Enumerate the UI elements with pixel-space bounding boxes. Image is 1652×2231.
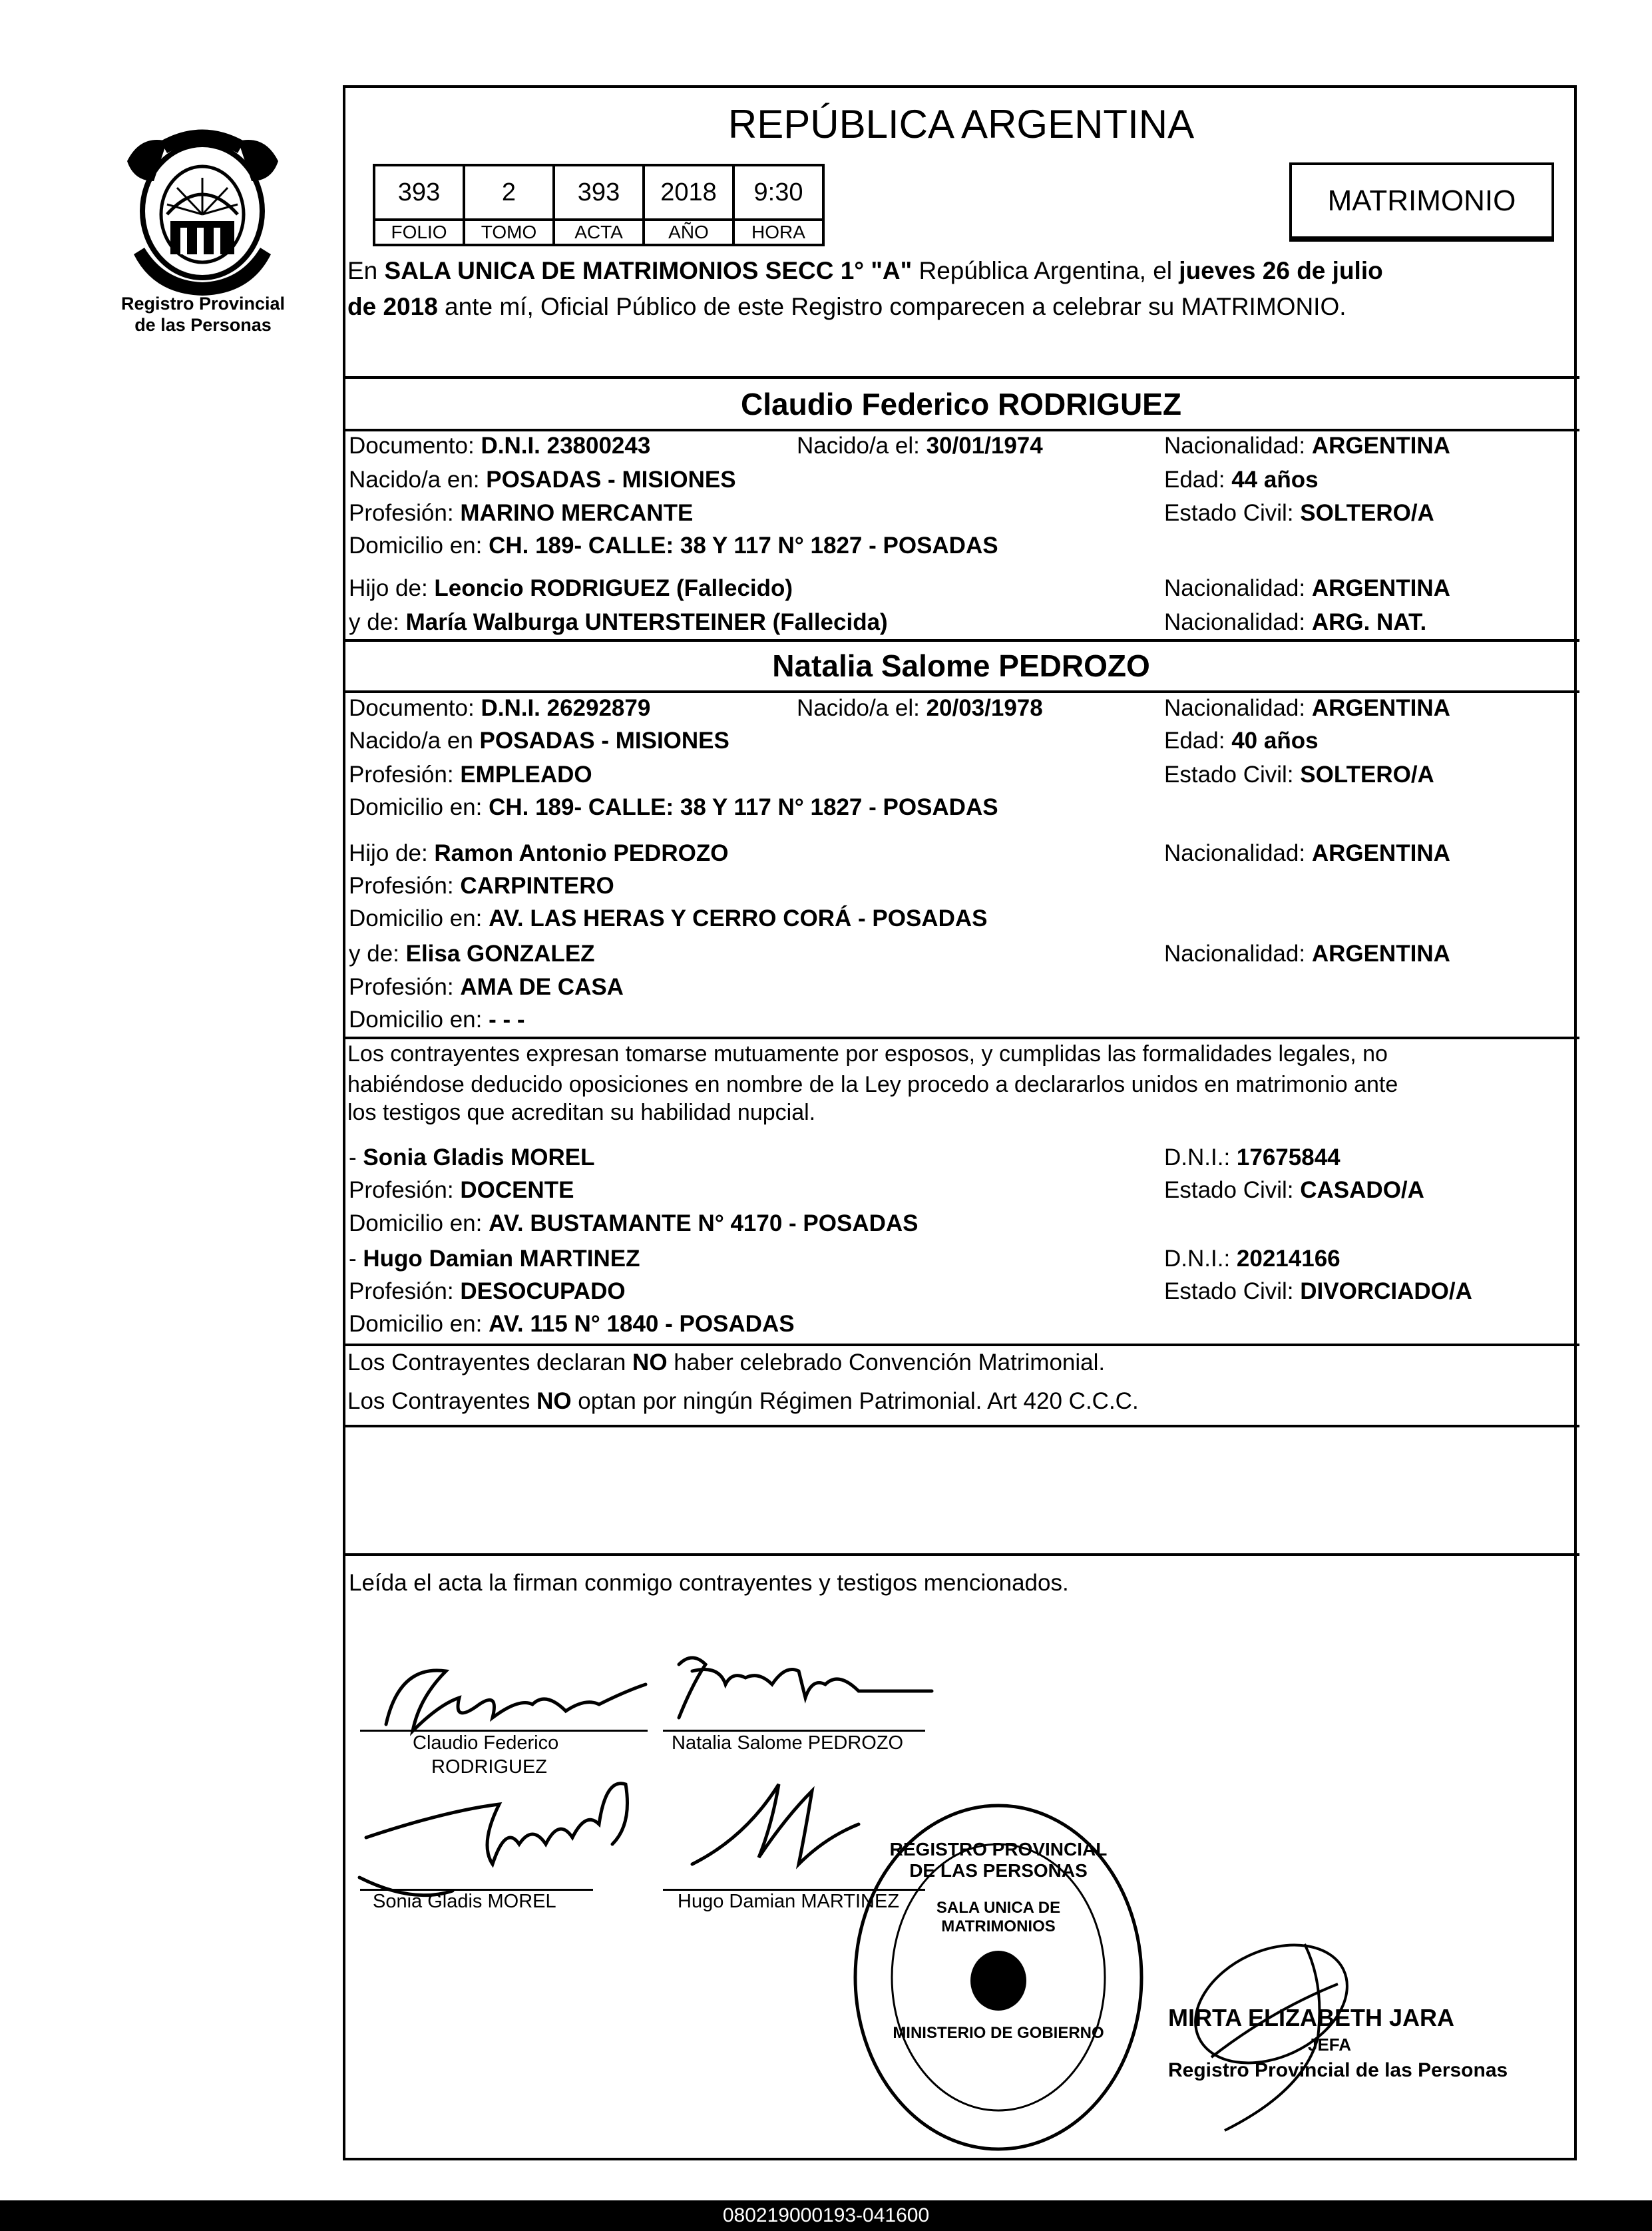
signature-claudio	[386, 1670, 646, 1731]
spouse1-father: Hijo de: Leoncio RODRIGUEZ (Fallecido)	[349, 575, 793, 601]
witness2-name: - Hugo Damian MARTINEZ	[349, 1246, 640, 1272]
witness2-dni: D.N.I.: 20214166	[1164, 1246, 1341, 1272]
spouse1-civil-status: Estado Civil: SOLTERO/A	[1164, 500, 1434, 526]
spouse2-mother: y de: Elisa GONZALEZ	[349, 941, 595, 967]
spouse1-nationality: Nacionalidad: ARGENTINA	[1164, 433, 1450, 459]
declaration-line: habiéndose deducido oposiciones en nombre de la Ley procedo a declararlos unidos en matrimonio ante	[347, 1072, 1398, 1097]
provincial-coat-of-arms-logo	[114, 121, 292, 301]
spouse1-name: Claudio Federico RODRIGUEZ	[741, 387, 1181, 421]
divider	[343, 1553, 1579, 1556]
declaration-line: los testigos que acreditan su habilidad nupcial.	[347, 1100, 816, 1125]
spouse2-father: Hijo de: Ramon Antonio PEDROZO	[349, 840, 729, 866]
spouse2-birthdate: Nacido/a el: 20/03/1978	[797, 695, 1043, 721]
official-name-block	[1168, 2004, 1508, 2082]
spouse1-birthdate: Nacido/a el: 30/01/1974	[797, 433, 1043, 459]
signature-label-natalia: Natalia Salome PEDROZO	[672, 1732, 904, 1754]
footer-document-code: 080219000193-041600	[0, 2200, 1652, 2231]
divider	[343, 639, 1579, 642]
witness1-profession: Profesión: DOCENTE	[349, 1177, 574, 1203]
witness1-name: - Sonia Gladis MOREL	[349, 1144, 595, 1170]
declaration-line: Los contrayentes expresan tomarse mutuamente por esposos, y cumplidas las formalidades legales, no	[347, 1041, 1388, 1067]
act-type-box: MATRIMONIO	[1289, 162, 1554, 242]
official-office: Registro Provincial de las Personas	[1168, 2059, 1508, 2081]
spouse2-civil-status: Estado Civil: SOLTERO/A	[1164, 762, 1434, 788]
spouse2-father-profession: Profesión: CARPINTERO	[349, 873, 614, 899]
spouse1-age: Edad: 44 años	[1164, 467, 1319, 493]
spouse1-profession: Profesión: MARINO MERCANTE	[349, 500, 694, 526]
signature-label-claudio-surname: RODRIGUEZ	[431, 1756, 547, 1778]
spouse1-address: Domicilio en: CH. 189- CALLE: 38 Y 117 N° 1827 - POSADAS	[349, 533, 998, 559]
signature-line	[663, 1730, 925, 1732]
divider	[343, 1425, 1579, 1427]
tomo-value: 2	[464, 165, 554, 220]
signature-hugo	[692, 1784, 859, 1864]
divider	[343, 429, 1579, 431]
spouse2-father-address: Domicilio en: AV. LAS HERAS Y CERRO CORÁ - POSADAS	[349, 905, 988, 931]
intro-line-1: En SALA UNICA DE MATRIMONIOS SECC 1° "A" República Argentina, el jueves 26 de julio	[347, 257, 1383, 284]
spouse2-mother-profession: Profesión: AMA DE CASA	[349, 974, 624, 1000]
witness1-civil-status: Estado Civil: CASADO/A	[1164, 1177, 1424, 1203]
signature-label-claudio: Claudio Federico	[413, 1732, 559, 1754]
spouse2-profession: Profesión: EMPLEADO	[349, 762, 592, 788]
spouse2-nationality: Nacionalidad: ARGENTINA	[1164, 695, 1450, 721]
signature-label-hugo: Hugo Damian MARTINEZ	[678, 1891, 900, 1912]
spouse1-mother: y de: María Walburga UNTERSTEINER (Fallecida)	[349, 609, 888, 635]
official-name: MIRTA ELIZABETH JARA	[1168, 2004, 1454, 2031]
divider	[343, 690, 1579, 693]
folio-value: 393	[374, 165, 464, 220]
spouse2-address: Domicilio en: CH. 189- CALLE: 38 Y 117 N° 1827 - POSADAS	[349, 794, 998, 820]
stamp-inner-text: SALA UNICA DE MATRIMONIOS	[936, 1899, 1061, 1935]
spouse1-father-nationality: Nacionalidad: ARGENTINA	[1164, 575, 1450, 601]
logo-caption-line: de las Personas	[134, 315, 272, 336]
acta-value: 393	[554, 165, 644, 220]
witness2-profession: Profesión: DESOCUPADO	[349, 1278, 626, 1304]
signature-label-sonia: Sonia Gladis MOREL	[373, 1891, 556, 1912]
logo-caption-line: Registro Provincial	[120, 294, 286, 314]
registry-table	[373, 164, 825, 246]
regime-statement: Los Contrayentes NO optan por ningún Régimen Patrimonial. Art 420 C.C.C.	[347, 1388, 1139, 1414]
spouse2-mother-nationality: Nacionalidad: ARGENTINA	[1164, 941, 1450, 967]
witness1-address: Domicilio en: AV. BUSTAMANTE N° 4170 - POSADAS	[349, 1210, 919, 1236]
stamp-emblem	[970, 1951, 1026, 2011]
anio-value: 2018	[644, 165, 733, 220]
spouse1-birthplace: Nacido/a en: POSADAS - MISIONES	[349, 467, 736, 493]
stamp-bottom-text: MINISTERIO DE GOBIERNO	[893, 2024, 1104, 2042]
folio-label: FOLIO	[374, 220, 464, 245]
intro-line-2: de 2018 ante mí, Oficial Público de este Registro comparecen a celebrar su MATRIMONIO.	[347, 293, 1346, 320]
spouse2-mother-address: Domicilio en: - - -	[349, 1007, 525, 1033]
acta-label: ACTA	[554, 220, 644, 245]
hora-label: HORA	[733, 220, 823, 245]
signature-line	[360, 1730, 648, 1732]
stamp-outer-text: REGISTRO PROVINCIAL DE LAS PERSONAS	[889, 1839, 1108, 1881]
signature-natalia	[679, 1658, 932, 1718]
divider	[343, 1344, 1579, 1346]
witness2-civil-status: Estado Civil: DIVORCIADO/A	[1164, 1278, 1472, 1304]
signature-sonia	[359, 1784, 628, 1895]
divider	[343, 1037, 1579, 1039]
convention-statement: Los Contrayentes declaran NO haber celebrado Convención Matrimonial.	[347, 1350, 1106, 1375]
official-role: JEFA	[1308, 2035, 1352, 2055]
spouse1-documento: Documento: D.N.I. 23800243	[349, 433, 651, 459]
logo-caption	[100, 293, 306, 336]
spouse2-birthplace: Nacido/a en POSADAS - MISIONES	[349, 728, 729, 754]
witness2-address: Domicilio en: AV. 115 N° 1840 - POSADAS	[349, 1311, 795, 1337]
divider	[343, 376, 1579, 379]
tomo-label: TOMO	[464, 220, 554, 245]
spouse1-mother-nationality: Nacionalidad: ARG. NAT.	[1164, 609, 1427, 635]
document-title: REPÚBLICA ARGENTINA	[727, 102, 1195, 146]
spouse2-name: Natalia Salome PEDROZO	[772, 648, 1150, 683]
closing-statement: Leída el acta la firman conmigo contrayentes y testigos mencionados.	[349, 1570, 1069, 1596]
spouse2-documento: Documento: D.N.I. 26292879	[349, 695, 651, 721]
hora-value: 9:30	[733, 165, 823, 220]
anio-label: AÑO	[644, 220, 733, 245]
spouse2-father-nationality: Nacionalidad: ARGENTINA	[1164, 840, 1450, 866]
witness1-dni: D.N.I.: 17675844	[1164, 1144, 1341, 1170]
spouse2-age: Edad: 40 años	[1164, 728, 1319, 754]
